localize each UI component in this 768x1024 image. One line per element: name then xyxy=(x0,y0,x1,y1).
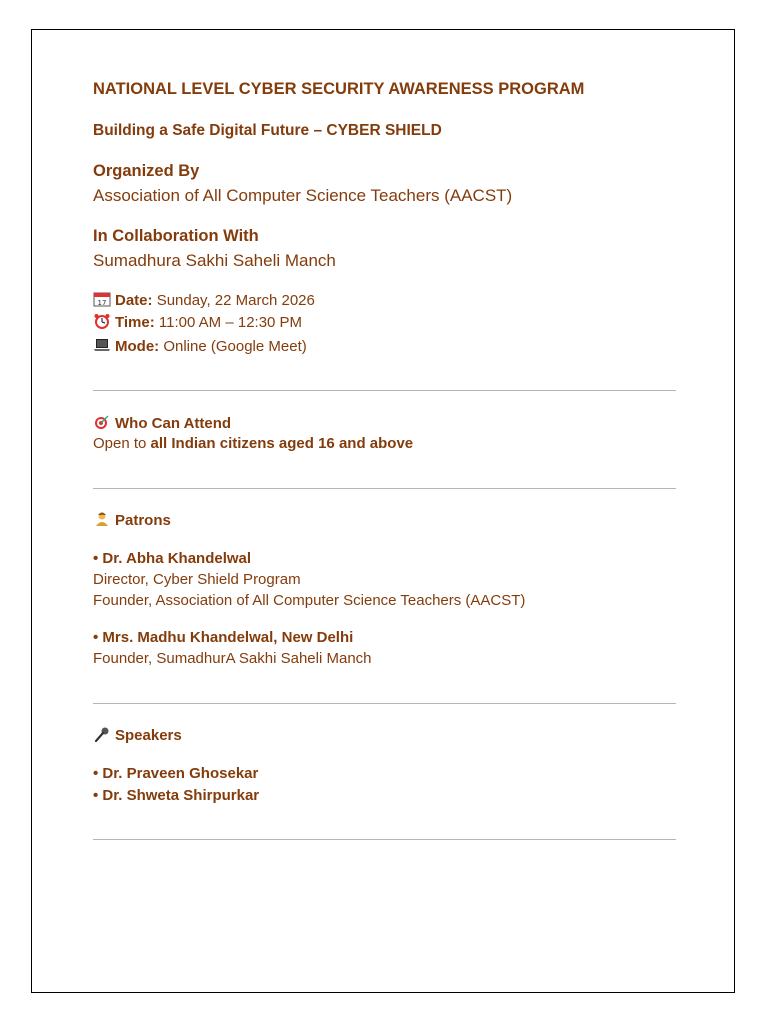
who-can-attend-highlight: all Indian citizens aged 16 and above xyxy=(150,435,414,452)
who-can-attend-heading: Who Can Attend xyxy=(115,415,232,432)
patron-name: • Mrs. Madhu Khandelwal, New Delhi xyxy=(93,629,354,646)
divider xyxy=(93,390,676,391)
patrons-heading-row xyxy=(93,511,171,529)
patron-detail: Founder, SumadhurA Sakhi Saheli Manch xyxy=(93,650,372,667)
speakers-heading: Speakers xyxy=(115,727,182,744)
time-label: Time: xyxy=(115,314,155,331)
time-row xyxy=(93,313,302,331)
divider xyxy=(93,703,676,704)
program-title: NATIONAL LEVEL CYBER SECURITY AWARENESS PROGRAM xyxy=(93,80,585,98)
patrons-heading: Patrons xyxy=(115,512,171,529)
collaboration-value: Sumadhura Sakhi Saheli Manch xyxy=(93,251,336,270)
organized-by-value: Association of All Computer Science Teachers (AACST) xyxy=(93,186,513,205)
time-value: 11:00 AM – 12:30 PM xyxy=(158,314,303,331)
target-icon xyxy=(93,414,111,430)
who-can-attend-prefix: Open to xyxy=(93,435,147,452)
date-value: Sunday, 22 March 2026 xyxy=(156,292,315,309)
speaker-name: • Dr. Praveen Ghosekar xyxy=(93,765,259,782)
document-page xyxy=(31,29,735,993)
svg-text:17: 17 xyxy=(97,299,107,307)
divider xyxy=(93,839,676,840)
alarm-clock-icon xyxy=(93,313,111,329)
date-row xyxy=(93,291,315,309)
person-icon xyxy=(93,511,111,527)
patron-detail: Founder, Association of All Computer Science Teachers (AACST) xyxy=(93,592,526,609)
collaboration-heading: In Collaboration With xyxy=(93,227,259,245)
program-subtitle: Building a Safe Digital Future – CYBER SHIELD xyxy=(93,122,442,139)
mode-row xyxy=(93,337,307,355)
organized-by-heading: Organized By xyxy=(93,162,200,180)
microphone-icon xyxy=(93,726,111,742)
divider xyxy=(93,488,676,489)
who-can-attend-heading-row xyxy=(93,414,231,432)
speakers-heading-row xyxy=(93,726,182,744)
mode-label: Mode: xyxy=(115,338,160,355)
calendar-icon xyxy=(93,291,111,307)
patron-detail: Director, Cyber Shield Program xyxy=(93,571,301,588)
speaker-name: • Dr. Shweta Shirpurkar xyxy=(93,787,260,804)
date-label: Date: xyxy=(115,292,153,309)
laptop-icon xyxy=(93,337,111,353)
who-can-attend-text xyxy=(93,435,413,452)
mode-value: Online (Google Meet) xyxy=(163,338,307,355)
patron-name: • Dr. Abha Khandelwal xyxy=(93,550,252,567)
